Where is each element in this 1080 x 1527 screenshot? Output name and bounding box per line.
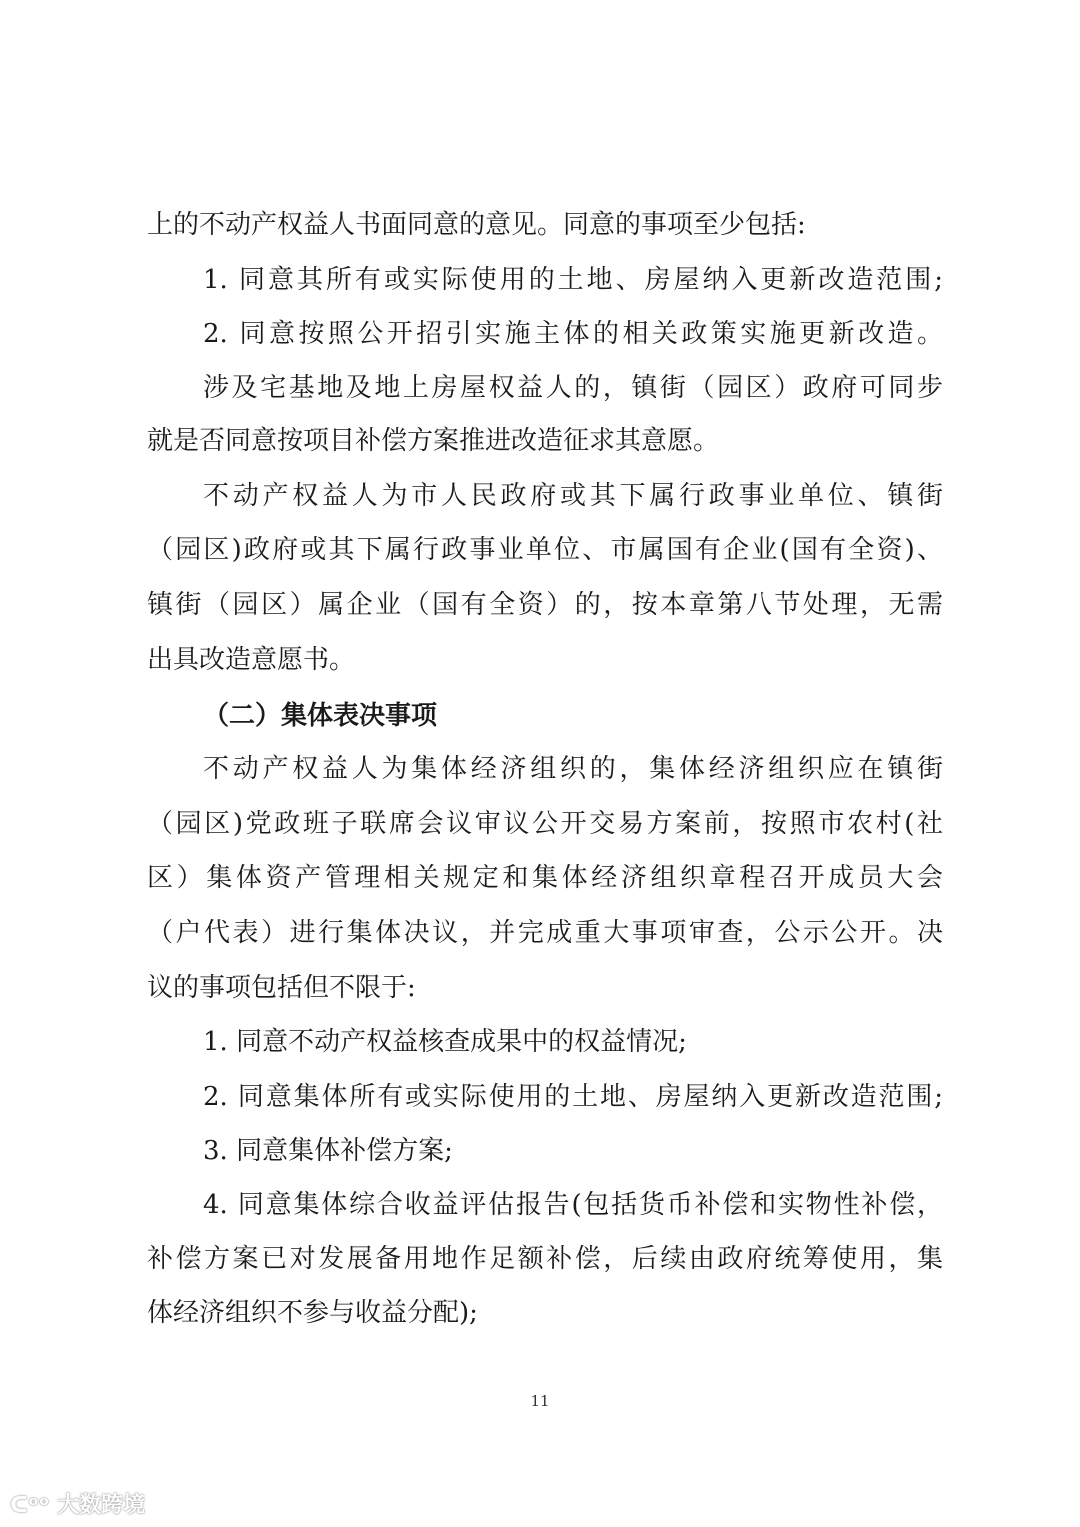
paragraph-line: 议的事项包括但不限于:	[147, 973, 416, 1003]
page-number: 11	[530, 1392, 550, 1410]
paragraph-line: 不动产权益人为市人民政府或其下属行政事业单位、镇街	[203, 481, 943, 511]
paragraph-line: （园区)党政班子联席会议审议公开交易方案前，按照市农村(社	[147, 809, 943, 839]
paragraph-line: （户代表）进行集体决议，并完成重大事项审查，公示公开。决	[147, 918, 943, 948]
watermark-text: 大数跨境	[57, 1493, 146, 1518]
list-item: 1. 同意其所有或实际使用的土地、房屋纳入更新改造范围;	[203, 265, 943, 295]
list-item: 4. 同意集体综合收益评估报告(包括货币补偿和实物性补偿，	[203, 1190, 943, 1220]
paragraph-line: 就是否同意按项目补偿方案推进改造征求其意愿。	[147, 426, 720, 456]
list-item: 2. 同意集体所有或实际使用的土地、房屋纳入更新改造范围;	[203, 1082, 943, 1112]
watermark-icon: ᑕᵒᵒ	[10, 1493, 58, 1518]
list-item: 1. 同意不动产权益核查成果中的权益情况;	[203, 1027, 687, 1057]
paragraph-line: 体经济组织不参与收益分配);	[147, 1298, 478, 1328]
paragraph-line: 上的不动产权益人书面同意的意见。同意的事项至少包括:	[147, 210, 806, 240]
paragraph-line: 不动产权益人为集体经济组织的，集体经济组织应在镇街	[203, 754, 943, 784]
paragraph-line: 补偿方案已对发展备用地作足额补偿，后续由政府统筹使用，集	[147, 1244, 943, 1274]
paragraph-line: （园区)政府或其下属行政事业单位、市属国有企业(国有全资)、	[147, 535, 943, 565]
watermark-logo	[10, 1488, 145, 1519]
list-item: 3. 同意集体补偿方案;	[203, 1136, 453, 1166]
paragraph-line: 涉及宅基地及地上房屋权益人的，镇街（园区）政府可同步	[203, 373, 943, 403]
list-item: 2. 同意按照公开招引实施主体的相关政策实施更新改造。	[203, 319, 943, 349]
paragraph-line: 镇街（园区）属企业（国有全资）的，按本章第八节处理，无需	[147, 590, 943, 620]
section-heading: （二）集体表决事项	[203, 701, 438, 731]
paragraph-line: 区）集体资产管理相关规定和集体经济组织章程召开成员大会	[147, 863, 943, 893]
paragraph-line: 出具改造意愿书。	[147, 645, 356, 675]
